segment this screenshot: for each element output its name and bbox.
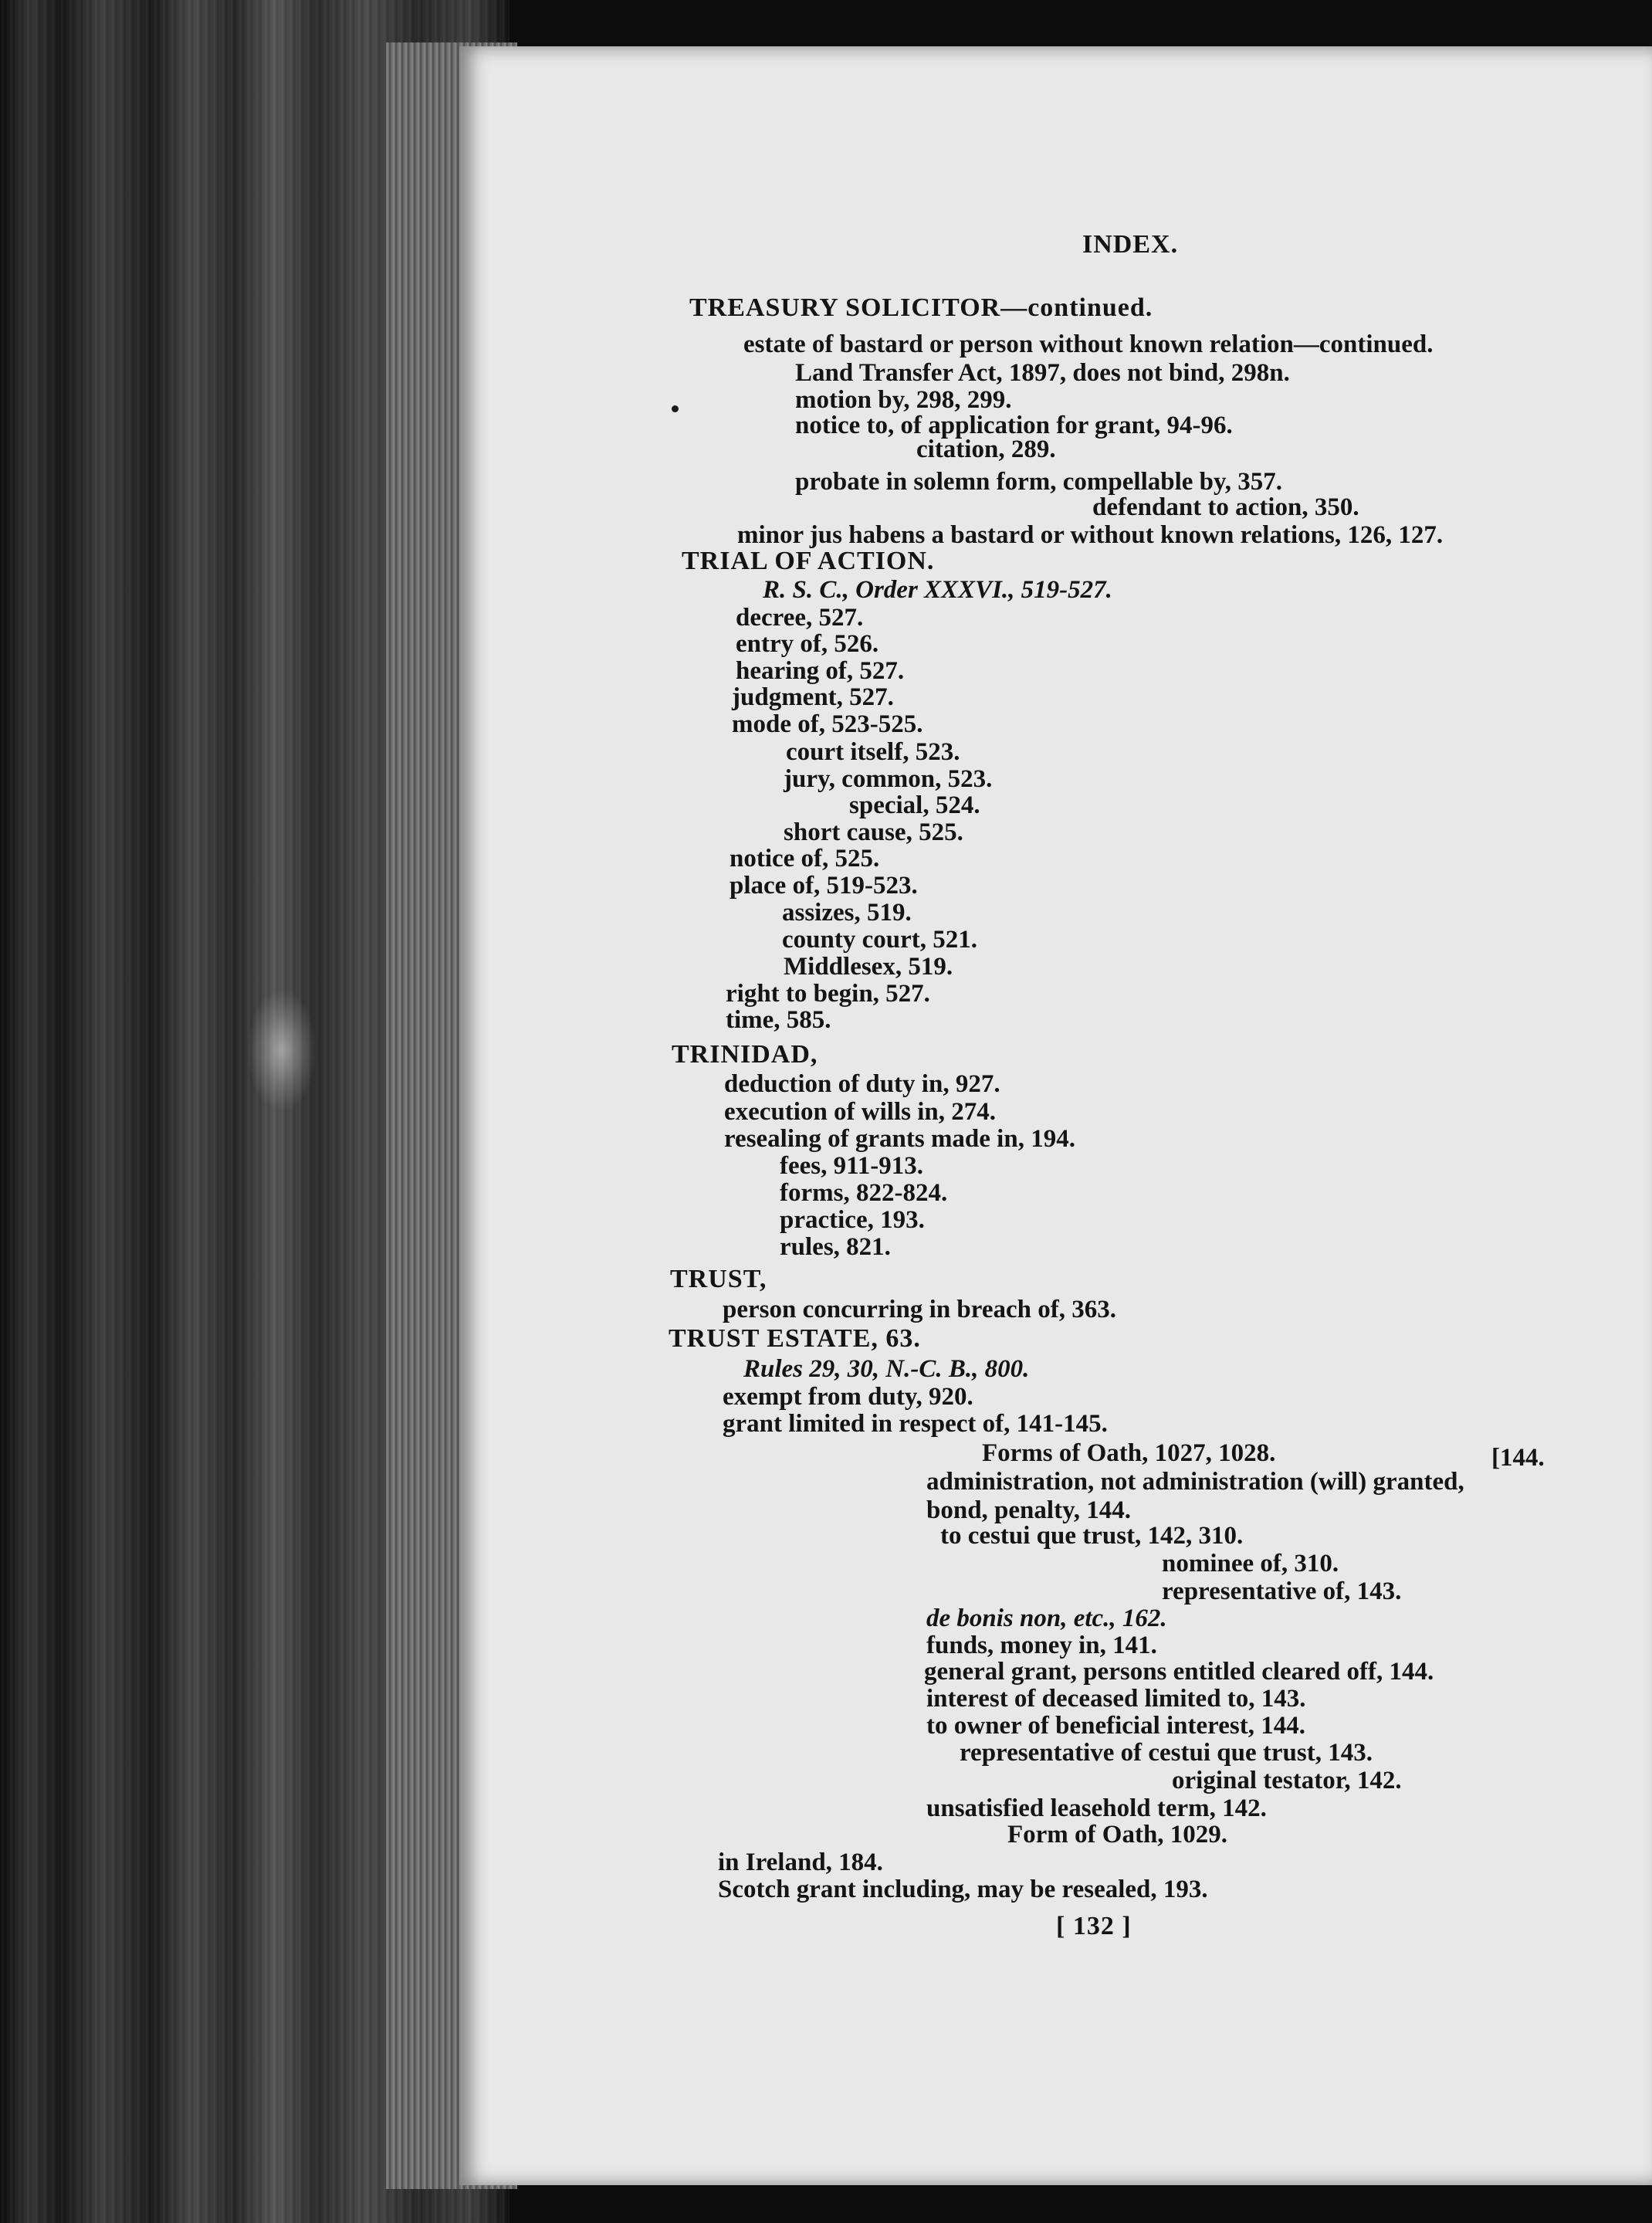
entry: execution of wills in, 274.: [724, 1098, 996, 1126]
page-number: [ 132 ]: [1056, 1912, 1132, 1940]
entry-heading: TRUST,: [670, 1265, 767, 1293]
entry: notice to, of application for grant, 94-96.: [795, 412, 1233, 439]
entry: entry of, 526.: [736, 630, 879, 658]
spine-smudge: [247, 988, 317, 1112]
entry: to cestui que trust, 142, 310.: [940, 1522, 1244, 1550]
entry: original testator, 142.: [1172, 1767, 1402, 1794]
entry: notice of, 525.: [730, 845, 880, 873]
entry: interest of deceased limited to, 143.: [926, 1685, 1306, 1713]
entry: representative of, 143.: [1162, 1577, 1402, 1605]
entry: judgment, 527.: [732, 683, 894, 711]
entry: fees, 911-913.: [780, 1152, 924, 1180]
entry: deduction of duty in, 927.: [724, 1070, 1000, 1098]
entry-heading: TRINIDAD,: [672, 1040, 818, 1069]
entry: rules, 821.: [780, 1233, 891, 1261]
entry: minor jus habens a bastard or without known relations, 126, 127.: [737, 521, 1444, 549]
entry: bond, penalty, 144.: [926, 1496, 1131, 1524]
entry: resealing of grants made in, 194.: [724, 1125, 1075, 1153]
entry: time, 585.: [726, 1006, 831, 1034]
entry: Rules 29, 30, N.-C. B., 800.: [743, 1355, 1030, 1383]
entry: to owner of beneficial interest, 144.: [926, 1712, 1305, 1740]
entry: in Ireland, 184.: [718, 1849, 883, 1876]
entry: Land Transfer Act, 1897, does not bind, 298n.: [795, 359, 1290, 387]
entry: nominee of, 310.: [1162, 1550, 1339, 1577]
entry: county court, 521.: [782, 926, 977, 954]
entry: estate of bastard or person without known relation—continued.: [743, 330, 1434, 358]
entry: exempt from duty, 920.: [723, 1383, 973, 1411]
entry: mode of, 523-525.: [732, 710, 923, 738]
entry-heading: TRIAL OF ACTION.: [682, 547, 935, 575]
entry: forms, 822-824.: [780, 1179, 948, 1207]
entry: motion by, 298, 299.: [795, 386, 1012, 414]
entry: R. S. C., Order XXXVI., 519-527.: [763, 576, 1112, 604]
entry: court itself, 523.: [786, 738, 960, 766]
entry: grant limited in respect of, 141-145.: [723, 1410, 1108, 1438]
entry: short cause, 525.: [784, 818, 963, 846]
entry: decree, 527.: [736, 604, 864, 632]
entry: citation, 289.: [916, 435, 1056, 463]
entry: general grant, persons entitled cleared off, 144.: [924, 1658, 1434, 1686]
entry: place of, 519-523.: [730, 872, 918, 900]
margin-dot: [672, 405, 679, 412]
entry: right to begin, 527.: [726, 980, 930, 1008]
entry: Middlesex, 519.: [784, 953, 953, 981]
entry: defendant to action, 350.: [1092, 493, 1359, 521]
entry: representative of cestui que trust, 143.: [960, 1739, 1373, 1767]
entry: funds, money in, 141.: [926, 1632, 1157, 1659]
entry: special, 524.: [849, 791, 980, 819]
entry: Forms of Oath, 1027, 1028.: [982, 1439, 1276, 1467]
entry-heading: TREASURY SOLICITOR—continued.: [689, 293, 1153, 322]
entry: probate in solemn form, compellable by, 357.: [795, 468, 1282, 496]
entry: de bonis non, etc., 162.: [926, 1605, 1167, 1632]
entry: unsatisfied leasehold term, 142.: [926, 1794, 1267, 1822]
page-header: INDEX.: [1082, 230, 1179, 259]
entry: person concurring in breach of, 363.: [723, 1296, 1116, 1323]
entry: Scotch grant including, may be resealed, 193.: [718, 1876, 1208, 1903]
entry: jury, common, 523.: [784, 765, 993, 793]
entry-heading: TRUST ESTATE, 63.: [669, 1324, 921, 1353]
entry: practice, 193.: [780, 1206, 925, 1234]
entry: Form of Oath, 1029.: [1007, 1821, 1228, 1849]
entry: assizes, 519.: [782, 899, 912, 927]
entry: administration, not administration (will) granted,: [926, 1468, 1464, 1496]
entry-continuation: [144.: [1491, 1444, 1545, 1472]
entry: hearing of, 527.: [736, 657, 905, 685]
